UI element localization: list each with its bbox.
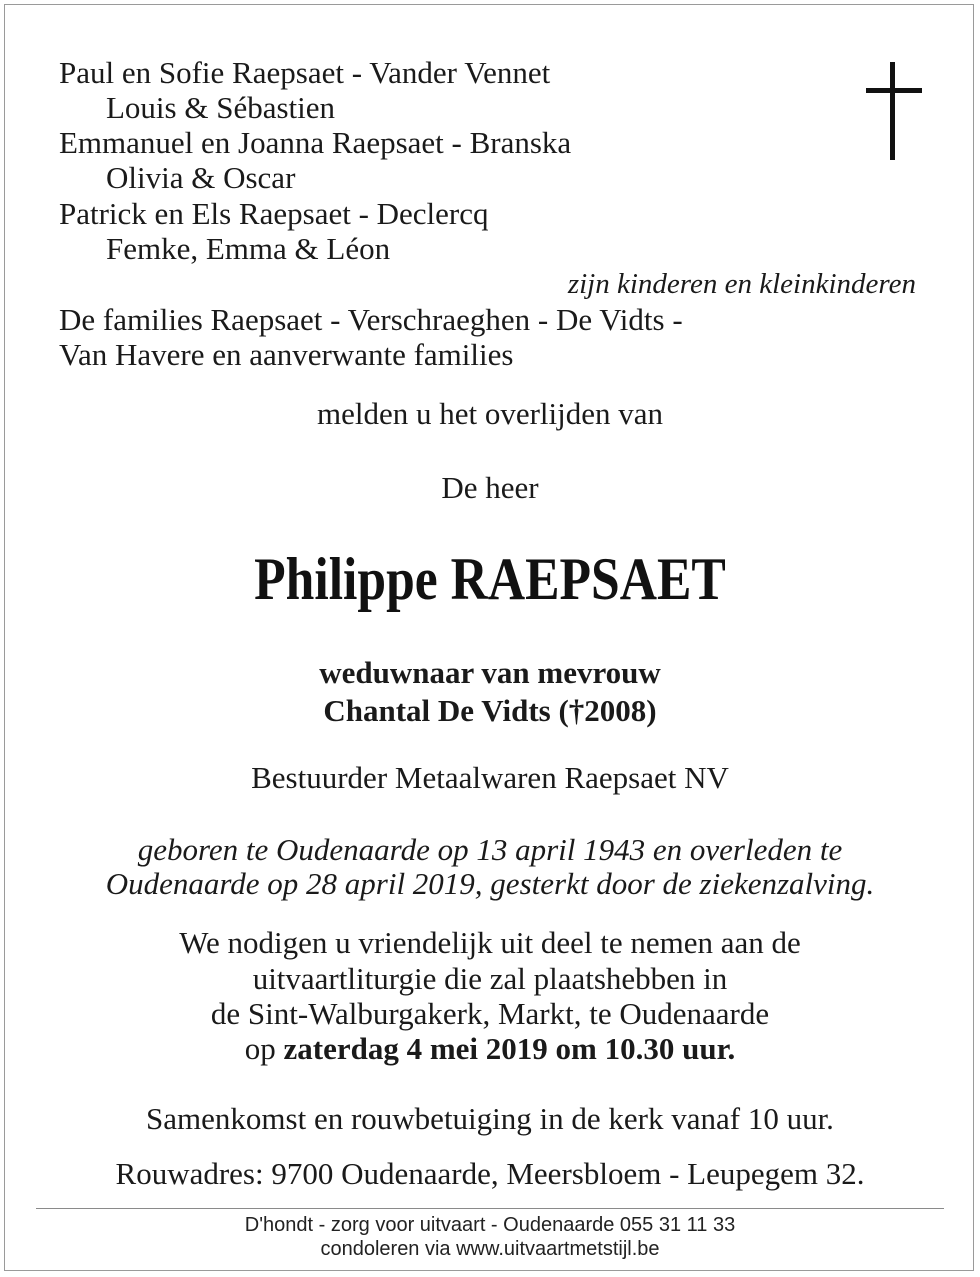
invitation-line-2: uitvaartliturgie die zal plaatshebben in	[252, 961, 728, 996]
family-line-3: Emmanuel en Joanna Raepsaet - Branska	[59, 125, 572, 160]
footer-divider	[36, 1208, 944, 1209]
family-relation: zijn kinderen en kleinkinderen	[567, 268, 916, 300]
gathering: Samenkomst en rouwbetuiging in de kerk vanaf 10 uur.	[146, 1101, 834, 1136]
invitation-line-3: de Sint-Walburgakerk, Markt, te Oudenaarde	[210, 996, 770, 1031]
family-line-5: Patrick en Els Raepsaet - Declercq	[59, 196, 489, 231]
family-line-2: Louis & Sébastien	[106, 90, 336, 125]
spouse-line-1: weduwnaar van mevrouw	[319, 655, 661, 690]
birth-death-line-2: Oudenaarde op 28 april 2019, gesterkt door de ziekenzalving.	[105, 866, 875, 901]
occupation: Bestuurder Metaalwaren Raepsaet NV	[251, 760, 729, 795]
invitation-line-4	[0, 1031, 980, 1067]
address: Rouwadres: 9700 Oudenaarde, Meersbloem - Leupegem 32.	[115, 1156, 865, 1191]
family-line-4: Olivia & Oscar	[106, 160, 296, 195]
families-line-2: Van Havere en aanverwante families	[59, 337, 514, 372]
honorific: De heer	[441, 470, 539, 505]
funeral-date-time: zaterdag 4 mei 2019 om 10.30 uur.	[283, 1031, 736, 1066]
deceased-name: Philippe RAEPSAET	[254, 546, 726, 612]
families-line-1: De families Raepsaet - Verschraeghen - De Vidts -	[59, 302, 683, 337]
announcement: melden u het overlijden van	[316, 396, 664, 431]
spouse-line-2: Chantal De Vidts (†2008)	[323, 693, 657, 728]
birth-death-line-1: geboren te Oudenaarde op 13 april 1943 en overleden te	[137, 832, 843, 867]
family-line-6: Femke, Emma & Léon	[106, 231, 391, 266]
invitation-prefix: op	[244, 1031, 276, 1066]
invitation-line-1: We nodigen u vriendelijk uit deel te nemen aan de	[179, 925, 801, 960]
footer-line-2: condoleren via www.uitvaartmetstijl.be	[320, 1238, 660, 1260]
footer-line-1: D'hondt - zorg voor uitvaart - Oudenaarde 055 31 11 33	[244, 1214, 736, 1236]
cross-icon	[864, 62, 924, 160]
family-line-1: Paul en Sofie Raepsaet - Vander Vennet	[59, 55, 551, 90]
